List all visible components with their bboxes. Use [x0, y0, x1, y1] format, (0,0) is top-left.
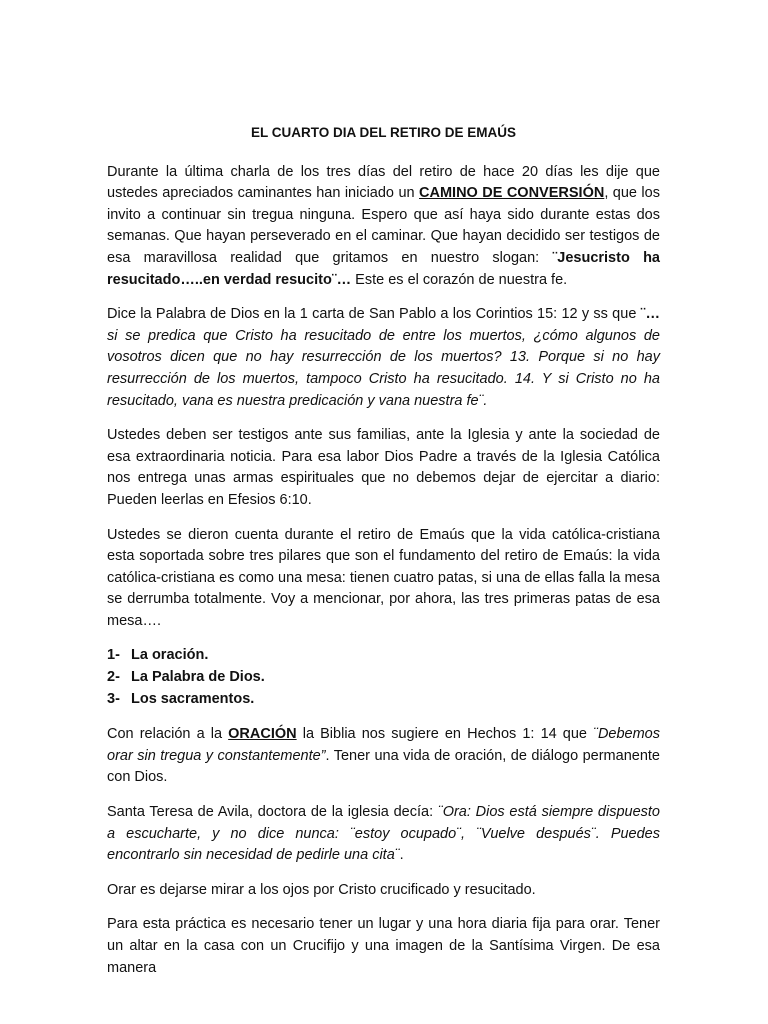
p1-slogan: ¨Jesucristo ha resucitado…..en verdad resucito¨… — [107, 249, 660, 288]
pillars-list — [107, 645, 660, 710]
paragraph-7: Orar es dejarse mirar a los ojos por Cristo crucificado y resucitado. — [107, 881, 536, 898]
p5-text-c: la Biblia nos sugiere en Hechos 1: 14 que — [296, 726, 594, 743]
list-text: La oración. — [131, 647, 209, 664]
list-item — [107, 689, 660, 711]
list-item — [107, 667, 660, 689]
p1-text-c: , que los invito a continuar sin tregua ninguna. Espero que así haya sido durante estas dos semanas. Que hayan perseverado en el caminar. Que hayan decidido ser testigos de esa maravillosa realidad que gritamos en nuestro slogan: — [107, 185, 660, 266]
p5-text-e: . Tener una vida de oración, de diálogo permanente con Dios. — [107, 747, 660, 786]
list-number: 3- — [107, 690, 120, 707]
p2-text-a: Dice la Palabra de Dios en la 1 carta de San Pablo a los Corintios 15: 12 y ss que — [107, 306, 641, 323]
list-number: 1- — [107, 647, 120, 664]
list-text: Los sacramentos. — [131, 690, 255, 707]
p5-text-a: Con relación a la — [107, 726, 229, 743]
list-number: 2- — [107, 669, 120, 686]
paragraph-8: Para esta práctica es necesario tener un lugar y una hora diaria fija para orar. Tener un altar en la casa con un Crucifijo y una imagen de la Santísima Virgen. De esa manera — [107, 916, 660, 976]
paragraph-2 — [107, 304, 660, 412]
p1-text-e: Este es el corazón de nuestra fe. — [351, 271, 568, 288]
paragraph-1 — [107, 162, 660, 292]
paragraph-5 — [107, 724, 660, 789]
p2-quote-open: ¨… — [640, 306, 660, 323]
paragraph-3: Ustedes deben ser testigos ante sus familias, ante la Iglesia y ante la sociedad de esa extraordinaria noticia. Para esa labor Dios Padre a través de la Iglesia Católica nos entrega unas armas espirituales que no debemos dejar de ejercitar a diario: Pueden leerlas en Efesios 6:10. — [107, 427, 660, 508]
p6-text-a: Santa Teresa de Avila, doctora de la iglesia decía: — [107, 804, 438, 821]
p1-emphasis-conversion: CAMINO DE CONVERSIÓN — [419, 185, 605, 202]
p6-text-c: . — [399, 847, 404, 864]
list-text: La Palabra de Dios. — [131, 669, 265, 686]
p1-text-a: Durante la última charla de los tres días del retiro de hace 20 días les dije que ustedes apreciados caminantes han iniciado un — [107, 163, 660, 202]
p2-quote: si se predica que Cristo ha resucitado de entre los muertos, ¿cómo algunos de vosotros dicen que no hay resurrección de los muertos? 13. Porque si no hay resurrección de los muertos, tampoco Cristo ha resucitado. 14. Y si Cristo no ha resucitado, vana es nuestra predicación y vana nuestra fe¨. — [107, 327, 660, 409]
document-body — [107, 122, 660, 992]
paragraph-6 — [107, 802, 660, 867]
paragraph-4: Ustedes se dieron cuenta durante el retiro de Emaús que la vida católica-cristiana esta soportada sobre tres pilares que son el fundamento del retiro de Emaús: la vida católica-cristiana es como una mesa: tienen cuatro patas, si una de ellas falla la mesa se derrumba totalmente. Voy a mencionar, por ahora, las tres primeras patas de esa mesa…. — [107, 526, 660, 629]
list-item — [107, 645, 660, 667]
p5-quote: ¨Debemos orar sin tregua y constantemente” — [107, 726, 660, 764]
p5-emphasis-oracion: ORACIÓN — [228, 726, 297, 743]
p6-quote: ¨Ora: Dios está siempre dispuesto a escucharte, y no dice nunca: ¨estoy ocupado¨, ¨Vuelve después¨. Puedes encontrarlo sin necesidad de pedirle una cita¨ — [107, 804, 660, 864]
document-title: EL CUARTO DIA DEL RETIRO DE EMAÚS — [250, 125, 517, 140]
